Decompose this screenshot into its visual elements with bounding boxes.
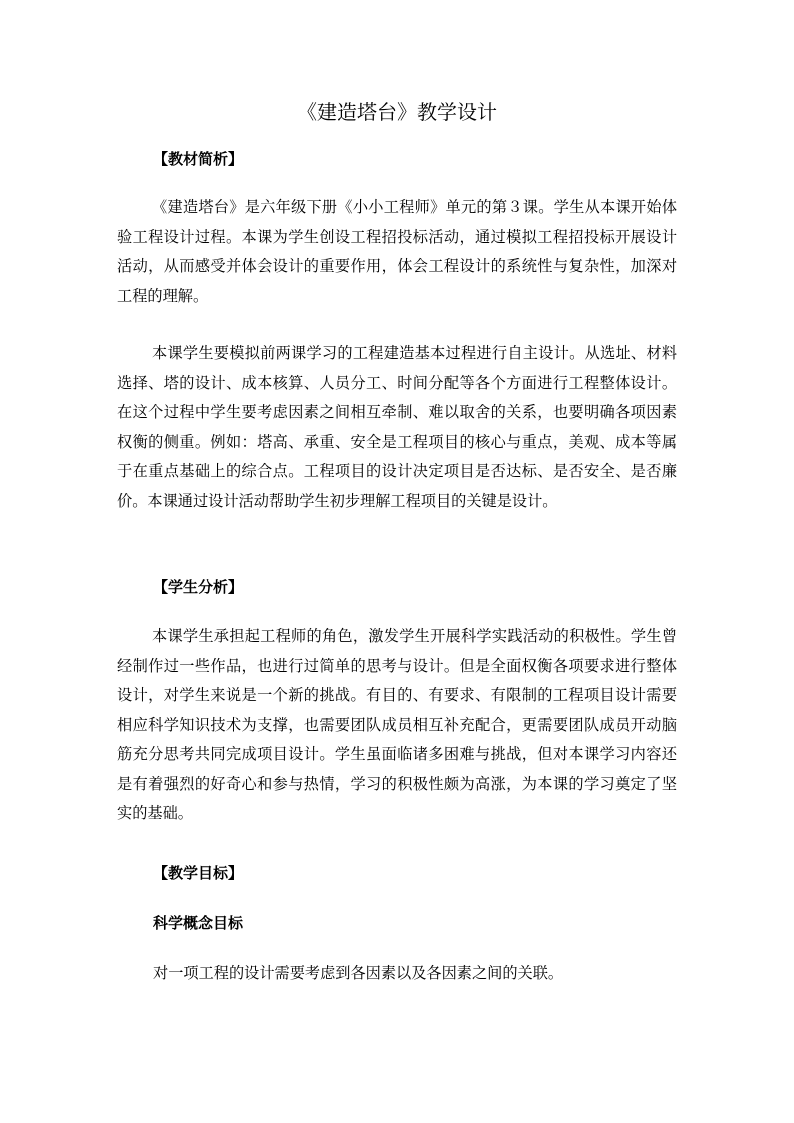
science-concept-objective-text: 对一项工程的设计需要考虑到各因素以及各因素之间的关联。 — [153, 964, 564, 982]
section-heading-textbook-analysis: 【教材简析】 — [153, 150, 244, 168]
textbook-analysis-paragraph-2: 本课学生要模拟前两课学习的工程建造基本过程进行自主设计。从选址、材料选择、塔的设计、成本核算、人员分工、时间分配等各个方面进行工程整体设计。在这个过程中学生要考虑因素之间相互牵制、难以取舍的关系，也要明确各项因素权衡的侧重。例如：塔高、承重、安全是工程项目的核心与重点，美观、成本等属于在重点基础上的综合点。工程项目的设计决定项目是否达标、是否安全、是否廉价。本课通过设计活动帮助学生初步理解工程项目的关键是设计。 — [117, 344, 677, 510]
section-heading-student-analysis: 【学生分析】 — [153, 578, 244, 596]
objective-subheading-science-concept: 科学概念目标 — [153, 914, 244, 932]
textbook-analysis-paragraph-1: 《建造塔台》是六年级下册《小小工程师》单元的第３课。学生从本课开始体验工程设计过程。本课为学生创设工程招投标活动，通过模拟工程招投标开展设计活动，从而感受并体会设计的重要作用，体会工程设计的系统性与复杂性，加深对工程的理解。 — [117, 198, 677, 305]
student-analysis-paragraph: 本课学生承担起工程师的角色，激发学生开展科学实践活动的积极性。学生曾经制作过一些作品，也进行过简单的思考与设计。但是全面权衡各项要求进行整体设计，对学生来说是一个新的挑战。有目的、有要求、有限制的工程项目设计需要相应科学知识技术为支撑，也需要团队成员相互补充配合，更需要团队成员开动脑筋充分思考共同完成项目设计。学生虽面临诸多困难与挑战，但对本课学习内容还是有着强烈的好奇心和参与热情，学习的积极性颇为高涨，为本课的学习奠定了坚实的基础。 — [117, 627, 677, 822]
document-title: 《建造塔台》教学设计 — [297, 100, 497, 124]
section-heading-teaching-objectives: 【教学目标】 — [153, 864, 244, 882]
